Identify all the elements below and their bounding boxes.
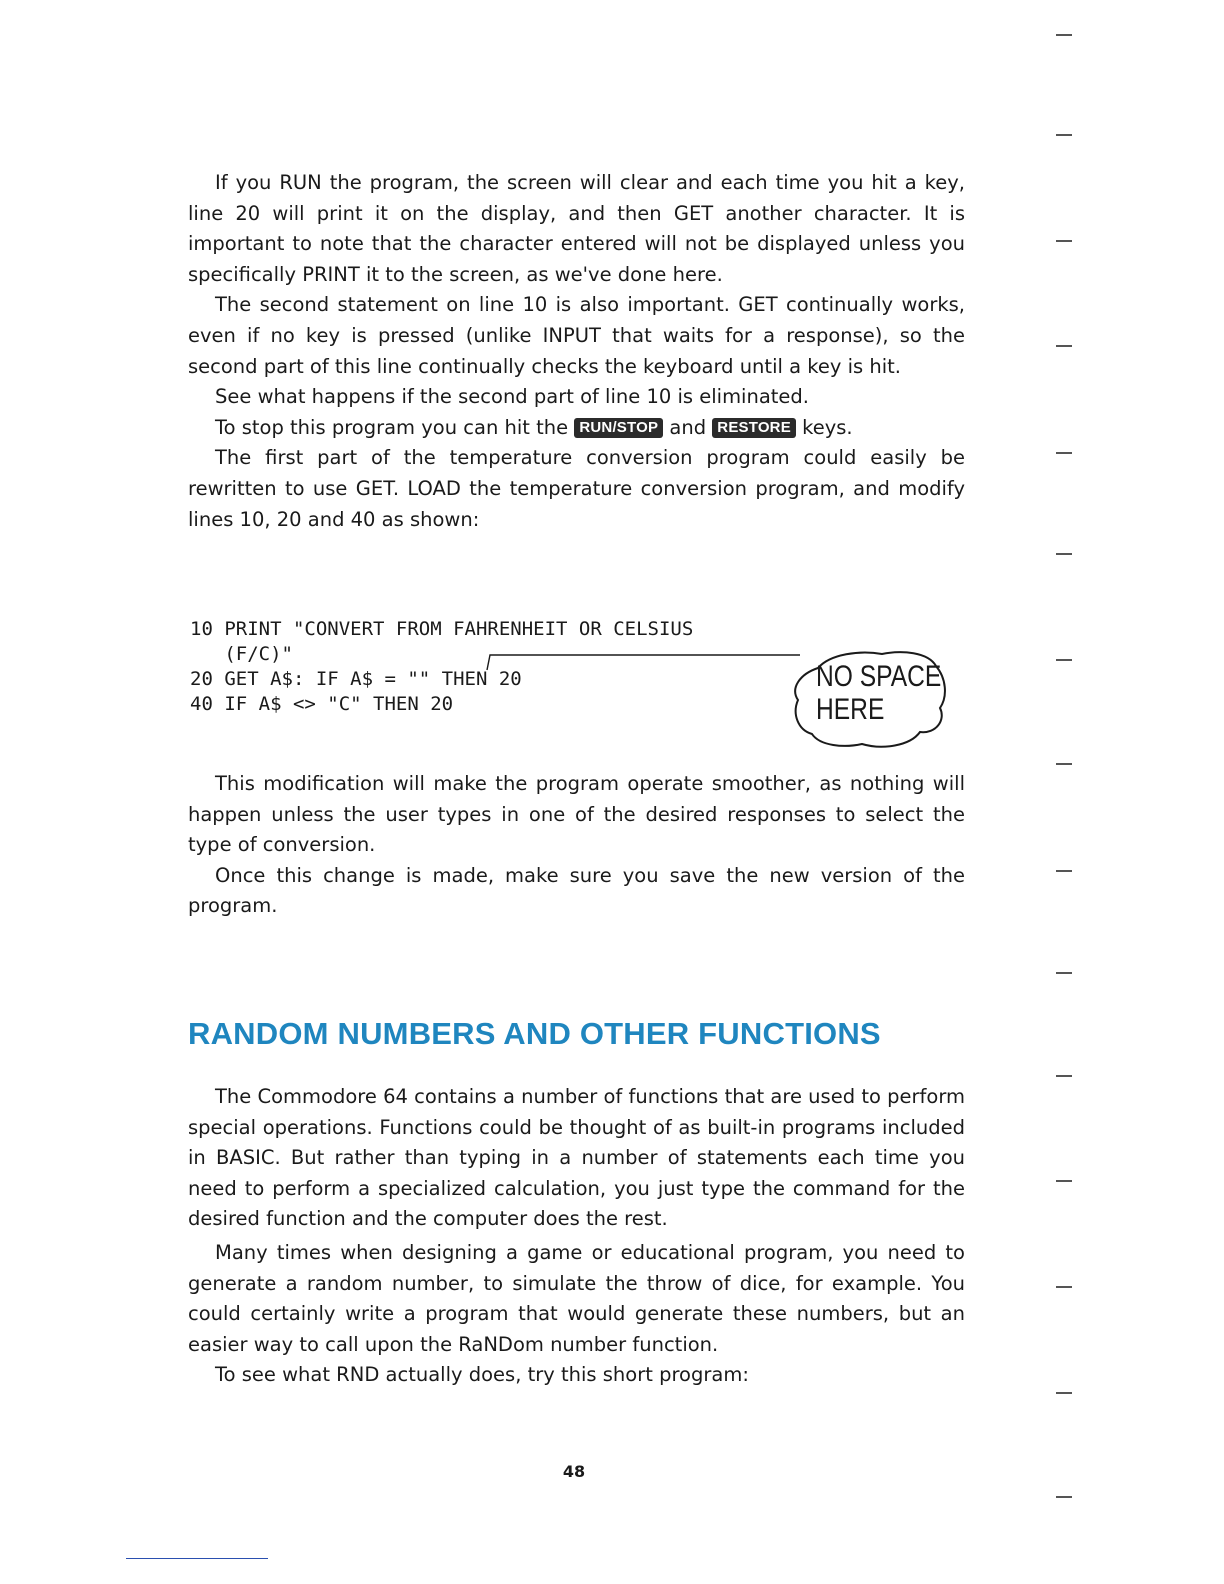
margin-tick [1056,345,1072,347]
run-stop-key: RUN/STOP [574,418,663,438]
margin-tick [1056,240,1072,242]
code-line: 20 GET A$: IF A$ = "" THEN 20 [190,668,522,690]
margin-tick [1056,1180,1072,1182]
paragraph: To see what RND actually does, try this short program: [215,1363,749,1387]
footer-rule [126,1558,268,1559]
text-block-top [188,168,965,535]
code-line: 10 PRINT "CONVERT FROM FAHRENHEIT OR CELSIUS [190,618,694,640]
code-listing [190,617,693,717]
margin-tick [1056,34,1072,36]
paragraph: This modification will make the program operate smoother, as nothing will happen unless the user types in one of the desired responses to select the type of conversion. [188,772,965,857]
paragraph: The Commodore 64 contains a number of functions that are used to perform special operations. Functions could be thought of as built-in programs included in BASIC. But rather than typing in a number of statements each time you need to perform a specialized calculation, you just type the command for the desired function and the computer does the rest. [188,1085,965,1231]
margin-tick [1056,763,1072,765]
stop-instruction: To stop this program you can hit the RUN/STOP and RESTORE keys. [215,415,853,439]
margin-tick [1056,1075,1072,1077]
restore-key: RESTORE [712,418,796,438]
callout-text: NO SPACE HERE [816,660,942,726]
section-heading: RANDOM NUMBERS AND OTHER FUNCTIONS [188,1016,881,1051]
margin-tick [1056,1496,1072,1498]
code-line: 40 IF A$ <> "C" THEN 20 [190,693,454,715]
margin-tick [1056,134,1072,136]
margin-tick [1056,452,1072,454]
margin-tick [1056,659,1072,661]
paragraph: Once this change is made, make sure you save the new version of the program. [188,863,965,918]
paragraph: See what happens if the second part of line 10 is eliminated. [215,385,810,409]
margin-tick [1056,972,1072,974]
paragraph: The second statement on line 10 is also important. GET continually works, even if no key is pressed (unlike INPUT that waits for a response), so the second part of this line continually checks the keyboard until a key is hit. [188,293,965,378]
margin-tick [1056,553,1072,555]
text-block-middle [188,769,965,922]
margin-tick [1056,1392,1072,1394]
margin-tick [1056,870,1072,872]
page-number: 48 [562,1462,586,1481]
code-line: (F/C)" [190,643,293,665]
paragraph: Many times when designing a game or educational program, you need to generate a random number, to simulate the throw of dice, for example. You could certainly write a program that would generate these numbers, but an easier way to call upon the RaNDom number function. [188,1240,965,1356]
paragraph: The first part of the temperature conversion program could easily be rewritten to use GET. LOAD the temperature conversion program, and modify lines 10, 20 and 40 as shown: [188,446,965,531]
text-block-bottom [188,1082,965,1391]
paragraph: If you RUN the program, the screen will clear and each time you hit a key, line 20 will print it on the display, and then GET another character. It is important to note that the character entered will not be displayed unless you specifically PRINT it to the screen, as we've done here. [188,171,965,286]
margin-tick [1056,1286,1072,1288]
